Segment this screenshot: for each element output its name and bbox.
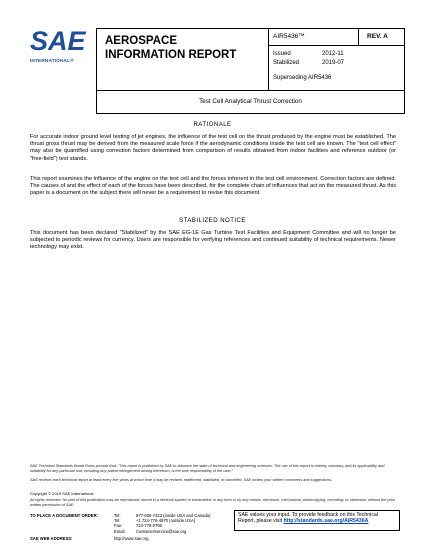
fax-value: 724-776-0790 [136,523,163,529]
fine-print-2: SAE reviews each technical report at least every five years at which time it may be revised, reaffirmed, stabilized, or cancelled. SAE invites your written comments and suggestions. [30,478,332,482]
issued-label: Issued [273,51,291,57]
stabilized-heading: STABILIZED NOTICE [179,218,246,224]
tel1-value: 877-606-7323 (inside USA and Canada) [136,513,211,518]
stabilized-value: 2019-07 [322,60,345,66]
document-number: AIR5436™ [269,29,359,46]
rationale-heading: RATIONALE [193,122,232,128]
tel1-key: Tel: [114,513,121,518]
email-key: Email: [114,528,126,534]
sae-logo-letters: SAE [30,26,86,56]
tel2-value: +1 724-776-4970 (outside USA) [136,518,196,524]
superseding: Superseding AIR5436 [273,75,332,81]
stabilized-row [273,59,400,68]
email-value[interactable]: CustomerService@sae.org [136,528,187,534]
header-box [96,28,405,114]
title-line-2: INFORMATION REPORT [105,48,237,61]
order-info [30,513,211,534]
web-address-label: SAE WEB ADDRESS: [30,536,73,541]
web-address-link[interactable]: http://www.sae.org [114,536,149,541]
order-label: TO PLACE A DOCUMENT ORDER: [30,513,99,518]
rationale-paragraph-1: For accurate indoor ground level testing of jet engines, the influence of the test cell on the thrust produced by the engine must be established. The thrust gross thrust may be derived from the measured scale force if the aerodynamic conditions inside the test cell are known. The "test cell effect" may also be quantified using correction factors determined from comparison of results obtained from indoor facilities and reference outdoor (or "free-field") test stands. [30,134,396,162]
fax-key: Fax: [114,523,123,529]
revision: REV. A [359,29,404,46]
dates-block [269,46,404,91]
feedback-box [234,510,400,531]
sae-logo-icon [30,26,86,56]
stabilized-paragraph: This document has been declared "Stabilized" by the SAE EG-1E Gas Turbine Test Facilities and Equipment Committee and will no longer be subjected to periodic reviews for currency. Users are responsible for verifying references and continued suitability of technical requirements. Newer technology may exist. [30,230,396,251]
title-line-1: AEROSPACE [105,35,177,47]
feedback-link[interactable]: http://standards.sae.org/AIR5436A [283,518,369,525]
tel2-key: Tel: [114,518,121,524]
document-subject: Test Cell Analytical Thrust Correction [199,98,302,105]
stabilized-label: Stabilized [273,60,300,66]
fine-print-1: SAE Technical Standards Board Rules provide that: "This report is published by SAE to advance the state of technical and engineering sciences. The use of this report is entirely voluntary, and its applicability and suitability for any particular use, including any patent infringement arising therefrom, is the sole responsibility of the user." [30,464,385,473]
issued-row [273,50,400,59]
rationale-paragraph-2: This report examines the influence of the engine on the test cell and the forces inherent in the test cell environment. Correction factors are defined. The causes of and the effect of each of the forces have been described, for the complete chain of influences that act on the measured thrust. As this paper is a document on the subject there will never be a requirement to revise this document. [30,176,396,197]
logo-subtext: INTERNATIONAL® [30,59,74,64]
issued-value: 2012-11 [322,51,344,57]
feedback-text: SAE values your input. To provide feedback on this Technical Report, please visit [238,512,378,525]
copyright: Copyright © 2019 SAE International [30,491,94,496]
document-title [97,29,269,91]
fine-print-3: All rights reserved. No part of this publication may be reproduced, stored in a retrieval system or transmitted, in any form or by any means, electronic, mechanical, photocopying, recording, or otherwise, without the prior written permission of SAE. [30,498,396,507]
sae-logo [30,26,86,64]
